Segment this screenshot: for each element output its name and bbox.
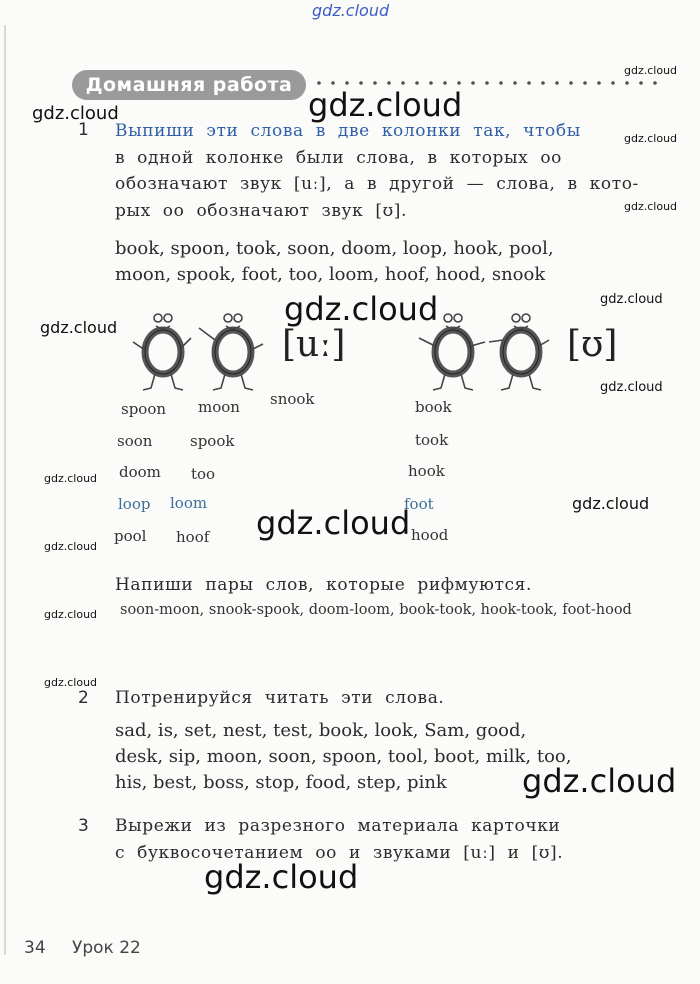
words-line: book, spoon, took, soon, doom, loop, hook, pool, (115, 238, 554, 259)
rhyme-answer: soon-moon, snook-spook, doom-loom, book-took, hook-took, foot-hood (120, 602, 632, 618)
watermark: gdz.cloud (624, 200, 678, 213)
page-edge (4, 25, 6, 955)
answer-word: snook (270, 390, 315, 408)
watermark: gdz.cloud (522, 762, 677, 800)
watermark: gdz.cloud (600, 380, 663, 395)
phonetic-long: [uː] (282, 324, 346, 365)
watermark: gdz.cloud (256, 504, 411, 542)
task3-line: Вырежи из разрезного материала карточки (115, 816, 561, 836)
watermark-top: gdz.cloud (312, 1, 390, 20)
watermark: gdz.cloud (44, 472, 98, 485)
task1-words (115, 236, 660, 288)
answer-word: soon (117, 432, 153, 450)
answer-word: hood (411, 526, 449, 544)
answer-word: loop (118, 495, 151, 513)
task3-text (115, 813, 655, 866)
answer-word: book (415, 398, 452, 416)
answer-word: doom (119, 463, 161, 481)
answer-word: moon (198, 398, 240, 416)
page-number: 34 (24, 938, 46, 958)
answer-word: foot (404, 495, 434, 513)
answer-word: hoof (176, 528, 210, 546)
phonetic-short: [ʊ] (567, 324, 618, 365)
answer-word: hook (408, 462, 445, 480)
task1-line: Выпиши эти слова в две колонки так, чтобы (115, 121, 581, 141)
answer-word: loom (170, 494, 208, 512)
task2-prompt: Потренируйся читать эти слова. (115, 688, 445, 708)
watermark: gdz.cloud (204, 858, 359, 896)
watermark: gdz.cloud (572, 494, 650, 513)
task3-line: с буквосочетанием оо и звуками [uː] и [ʊ]. (115, 842, 564, 863)
task-number: 2 (78, 688, 89, 708)
watermark: gdz.cloud (284, 290, 439, 328)
task2-words (115, 718, 660, 796)
watermark: gdz.cloud (40, 318, 118, 337)
watermark: gdz.cloud (44, 676, 98, 689)
words-line: sad, is, set, nest, test, book, look, Sam, good, (115, 720, 527, 741)
words-line: moon, spook, foot, too, loom, hoof, hood, snook (115, 264, 546, 285)
watermark: gdz.cloud (32, 103, 119, 124)
task1-line: рых оо обозначают звук [ʊ]. (115, 200, 407, 221)
words-line: desk, sip, moon, soon, spoon, tool, boot, milk, too, (115, 746, 572, 767)
homework-badge: Домашняя работа (72, 70, 306, 100)
watermark: gdz.cloud (308, 86, 463, 124)
task-number: 3 (78, 816, 89, 836)
watermark: gdz.cloud (600, 292, 663, 307)
rhyme-prompt: Напиши пары слов, которые рифмуются. (115, 575, 532, 595)
watermark: gdz.cloud (624, 132, 678, 145)
task1-text (115, 118, 655, 224)
oo-characters-right (405, 300, 555, 392)
answer-word: took (415, 431, 449, 449)
task-number: 1 (78, 120, 89, 140)
task1-line: обозначают звук [uː], а в другой — слова, в кото- (115, 174, 639, 194)
answer-word: too (191, 465, 216, 483)
words-line: his, best, boss, stop, food, step, pink (115, 772, 447, 793)
watermark: gdz.cloud (624, 64, 678, 77)
answer-word: spoon (121, 400, 167, 418)
lesson-label: Урок 22 (72, 938, 141, 958)
oo-characters-left (130, 300, 280, 392)
watermark: gdz.cloud (44, 608, 98, 621)
task1-line: в одной колонке были слова, в которых оо (115, 147, 563, 168)
watermark: gdz.cloud (44, 540, 98, 553)
answer-word: pool (114, 527, 147, 545)
answer-word: spook (190, 432, 235, 450)
